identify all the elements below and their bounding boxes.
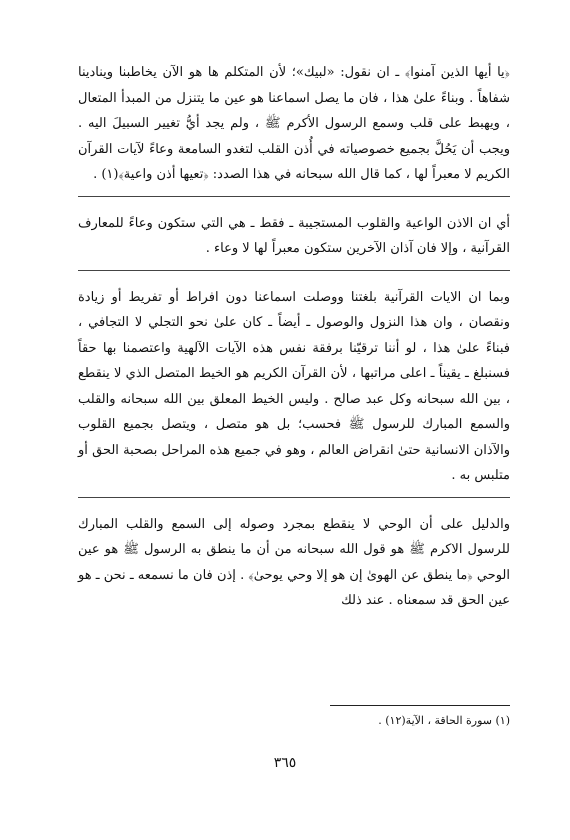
footnote-divider [330, 705, 510, 706]
paragraph-divider [78, 270, 510, 271]
paragraph-1: ﴿يا أيها الذين آمنوا﴾ ـ ان نقول: «لبيك»؛ لأن المتكلم ها هو الآن يخاطبنا وينادينا شفاهاً . وبناءً علىٰ هذا ، فان ما يصل اسماعنا هو عين ما يتنزل من المبدأ المتعال ، ويهبط على قلب وسمع الرسول الأكرم ﷺ ، ولم يجد أيُّ تغيير السبيلَ اليه . ويجب أن يَحُلَّ بجميع خصوصياته في أُذن القلب لتغدو السامعة وعاءً لآيات القرآن الكريم لا معبراً لها ، كما قال الله سبحانه في هذا الصدد: ﴿تعيها أذن واعية﴾(١) . [78, 65, 510, 182]
paragraph-divider [78, 497, 510, 498]
paragraph-4: والدليل على أن الوحي لا ينقطع بمجرد وصوله إلى السمع والقلب المبارك للرسول الاكرم ﷺ هو قول الله سبحانه من أن ما ينطق به الرسول ﷺ هو عين الوحي ﴿ما ينطق عن الهوىٰ إن هو إلا وحي يوحىٰ﴾ . إذن فان ما نسمعه ـ نحن ـ هو عين الحق قد سمعناه . عند ذلك [78, 516, 510, 608]
paragraph-3: وبما ان الايات القرآنية بلغتنا ووصلت اسماعنا دون افراط أو تفريط أو زيادة ونقصان ، وان هذا النزول والوصول ـ أيضاً ـ كان علىٰ نحو التجلي لا التجافي ، فبناءً علىٰ هذا ، لو أننا ترقيّنا برفقة نفس هذه الآيات الآلهية واعتصمنا بها حقاً فسنبلغ ـ يقيناً ـ اعلى مراتبها ، لأن القرآن الكريم هو الخيط المتصل الذي لا ينقطع ، بين الله سبحانه وكل عبد صالح . وليس الخيط المعلق بين الله سبحانه والقلب والسمع المبارك للرسول ﷺ فحسب؛ بل هو متصل ، ويتصل بجميع القلوب والآذان الانسانية حتىٰ انقراض العالم ، وهو في جميع هذه المراحل بصحبة الحق أو متلبس به . [78, 289, 510, 483]
paragraph-2: أي ان الاذن الواعية والقلوب المستجيبة ـ فقط ـ هي التي ستكون وعاءً للمعارف القرآنية ، وإلا فان آذان الآخرين ستكون معبراً لها لا وعاء . [78, 215, 510, 256]
footnote: (١) سورة الحاقة ، الآية(١٢) . [378, 714, 510, 727]
page-body [78, 60, 510, 614]
paragraph-divider [78, 196, 510, 197]
page-number: ٣٦٥ [273, 755, 297, 771]
